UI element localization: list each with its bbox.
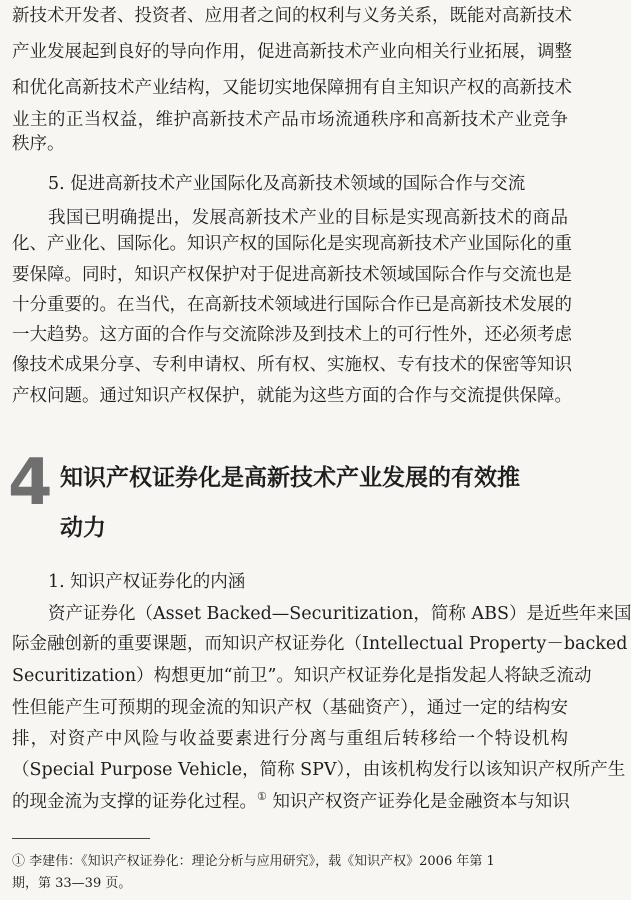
section-subheading: 5. 促进高新技术产业国际化及高新技术领域的国际合作与交流 bbox=[48, 174, 526, 194]
body-line: 新技术开发者、投资者、应用者之间的权利与义务关系，既能对高新技术 bbox=[12, 6, 572, 26]
body-line: 和优化高新技术产业结构，又能切实地保障拥有自主知识产权的高新技术 bbox=[12, 78, 572, 98]
body-line: 秩序。 bbox=[12, 134, 65, 154]
body-line: 一大趋势。这方面的合作与交流除涉及到技术上的可行性外，还必须考虑 bbox=[12, 325, 572, 345]
body-text: 的现金流为支撑的证券化过程。 bbox=[12, 792, 257, 812]
body-line: 十分重要的。在当代，在高新技术领域进行国际合作已是高新技术发展的 bbox=[12, 295, 572, 315]
chapter-number: 4 bbox=[8, 446, 53, 520]
body-line: Securitization）构想更加“前卫”。知识产权证券化是指发起人将缺乏流动 bbox=[12, 666, 592, 686]
body-text: 知识产权资产证券化是金融资本与知识 bbox=[266, 792, 570, 812]
body-line: 化、产业化、国际化。知识产权的国际化是实现高新技术产业国际化的重 bbox=[12, 234, 572, 254]
body-line: （Special Purpose Vehicle，简称 SPV），由该机构发行以该知识产权所产生 bbox=[12, 760, 626, 780]
body-line: 产权问题。通过知识产权保护，就能为这些方面的合作与交流提供保障。 bbox=[12, 386, 572, 406]
body-line: 际金融创新的重要课题，而知识产权证券化（Intellectual Property－backed bbox=[12, 634, 628, 654]
body-line: 产业发展起到良好的导向作用，促进高新技术产业向相关行业拓展，调整 bbox=[12, 42, 572, 62]
body-line: 我国已明确提出，发展高新技术产业的目标是实现高新技术的商品 bbox=[48, 208, 568, 228]
footnote-divider bbox=[12, 838, 150, 839]
body-line: 资产证券化（Asset Backed—Securitization，简称 ABS）是近些年来国 bbox=[48, 604, 631, 624]
footnote-text: 期，第 33—39 页。 bbox=[12, 876, 132, 891]
chapter-title: 知识产权证券化是高新技术产业发展的有效推 bbox=[60, 464, 520, 491]
body-line bbox=[12, 790, 568, 814]
body-line: 排，对资产中风险与收益要素进行分离与重组后转移给一个特设机构 bbox=[12, 729, 568, 749]
section-subheading: 1. 知识产权证券化的内涵 bbox=[48, 572, 246, 592]
footnote-reference[interactable]: ① bbox=[257, 790, 267, 804]
footnote-text: ① 李建伟：《知识产权证券化：理论分析与应用研究》，载《知识产权》2006 年第 1 bbox=[12, 854, 495, 869]
body-line: 像技术成果分享、专利申请权、所有权、实施权、专有技术的保密等知识 bbox=[12, 355, 572, 375]
body-line: 业主的正当权益，维护高新技术产品市场流通秩序和高新技术产业竞争 bbox=[12, 110, 568, 130]
body-line: 性但能产生可预期的现金流的知识产权（基础资产），通过一定的结构安 bbox=[12, 698, 568, 718]
chapter-title-continued: 动力 bbox=[60, 514, 106, 541]
body-line: 要保障。同时，知识产权保护对于促进高新技术领域国际合作与交流也是 bbox=[12, 265, 572, 285]
